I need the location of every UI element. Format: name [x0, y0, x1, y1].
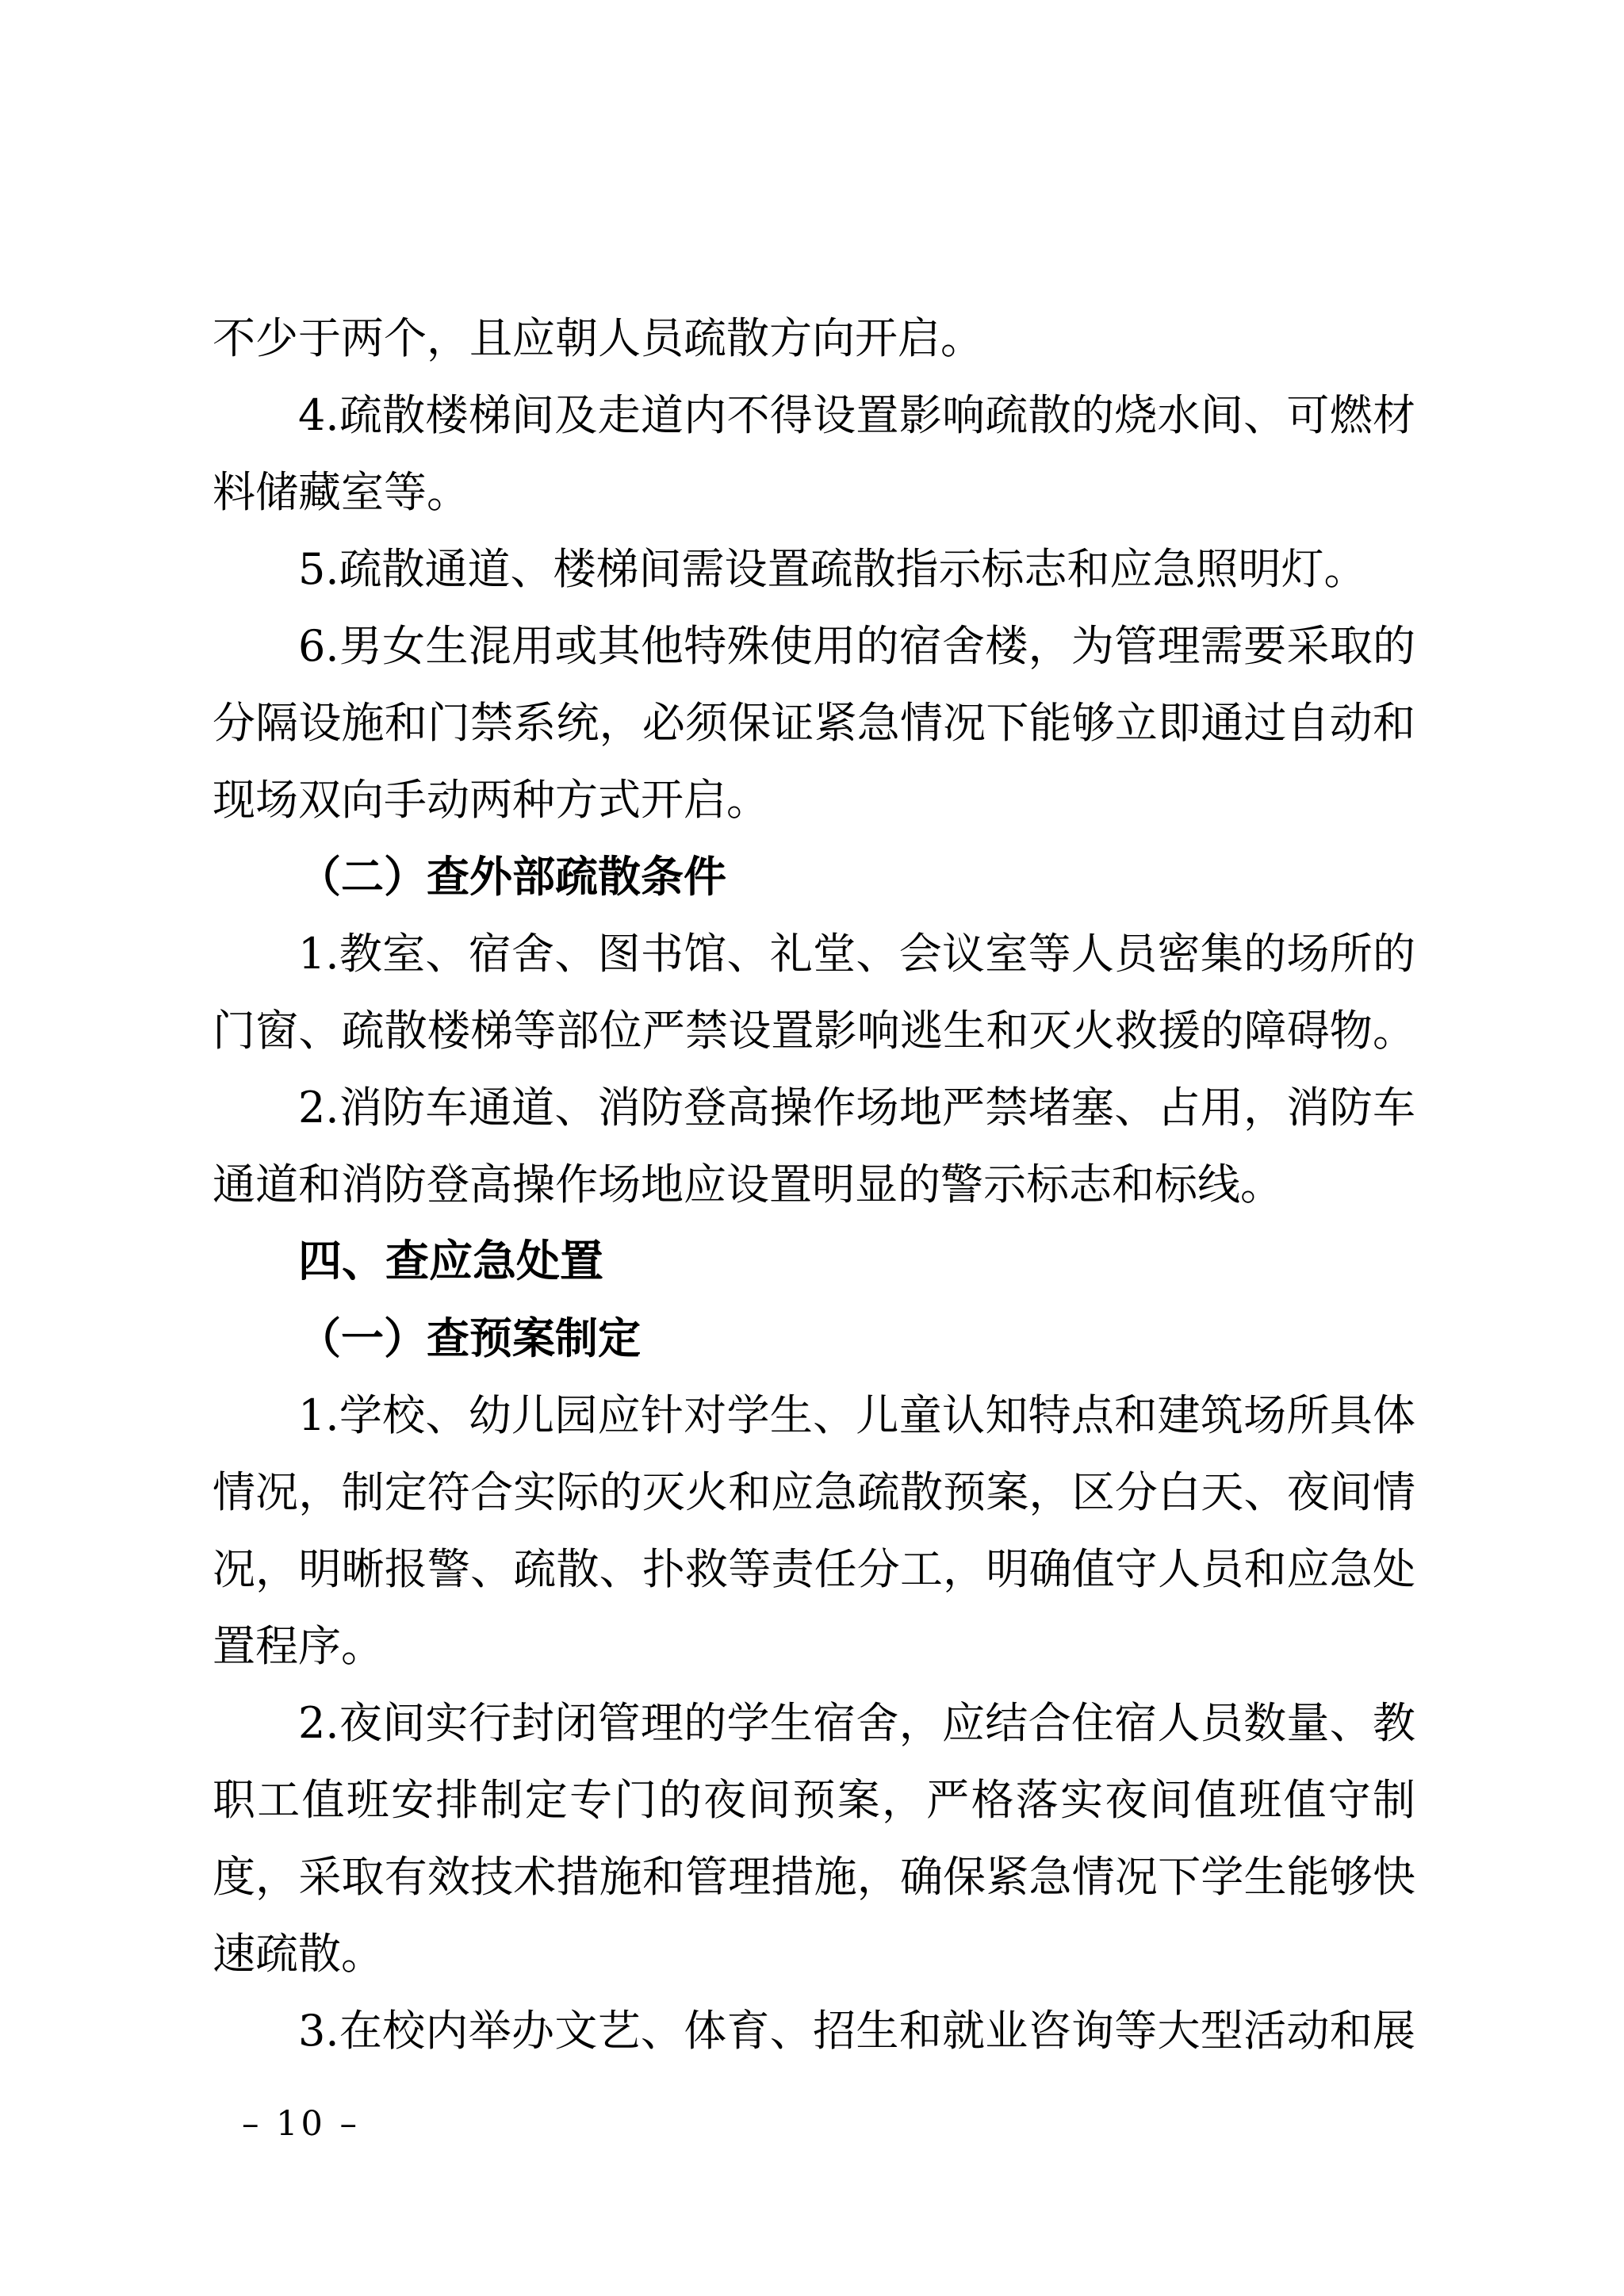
document-body	[213, 300, 1415, 2069]
body-text-line: 6.男女生混用或其他特殊使用的宿舍楼，为管理需要采取的	[298, 621, 1415, 671]
body-text-line: 2.夜间实行封闭管理的学生宿舍，应结合住宿人员数量、教	[298, 1698, 1415, 1748]
body-text-line: 1.教室、宿舍、图书馆、礼堂、会议室等人员密集的场所的	[298, 929, 1415, 979]
body-text-line: 置程序。	[213, 1621, 384, 1671]
chapter-heading-emergency-response: 四、查应急处置	[298, 1236, 604, 1286]
body-text-line: 速疏散。	[213, 1929, 384, 1979]
body-text-line: 料储藏室等。	[213, 467, 469, 517]
body-text-line: 3.在校内举办文艺、体育、招生和就业咨询等大型活动和展	[298, 2006, 1415, 2056]
body-text-line: 通道和消防登高操作场地应设置明显的警示标志和标线。	[213, 1159, 1283, 1209]
body-text-line: 况，明晰报警、疏散、扑救等责任分工，明确值守人员和应急处	[213, 1544, 1415, 1594]
body-text-line: 门窗、疏散楼梯等部位严禁设置影响逃生和灭火救援的障碍物。	[213, 1006, 1415, 1056]
body-text-line: 情况，制定符合实际的灭火和应急疏散预案，区分白天、夜间情	[213, 1467, 1415, 1517]
body-text-line: 现场双向手动两种方式开启。	[213, 775, 769, 825]
section-heading-external-evacuation: （二）查外部疏散条件	[298, 851, 726, 902]
body-text-line: 4.疏散楼梯间及走道内不得设置影响疏散的烧水间、可燃材	[298, 390, 1415, 440]
body-text-line: 2.消防车通道、消防登高操作场地严禁堵塞、占用，消防车	[298, 1083, 1415, 1133]
body-text-line: 不少于两个，且应朝人员疏散方向开启。	[213, 313, 983, 363]
body-text-line: 职工值班安排制定专门的夜间预案，严格落实夜间值班值守制	[213, 1775, 1415, 1825]
section-heading-plan-formulation: （一）查预案制定	[298, 1313, 641, 1363]
page-number: – 10 –	[242, 2104, 361, 2144]
body-text-line: 1.学校、幼儿园应针对学生、儿童认知特点和建筑场所具体	[298, 1390, 1415, 1440]
body-text-line: 分隔设施和门禁系统，必须保证紧急情况下能够立即通过自动和	[213, 698, 1415, 748]
body-text-line: 度，采取有效技术措施和管理措施，确保紧急情况下学生能够快	[213, 1852, 1415, 1902]
body-text-line: 5.疏散通道、楼梯间需设置疏散指示标志和应急照明灯。	[298, 544, 1367, 594]
